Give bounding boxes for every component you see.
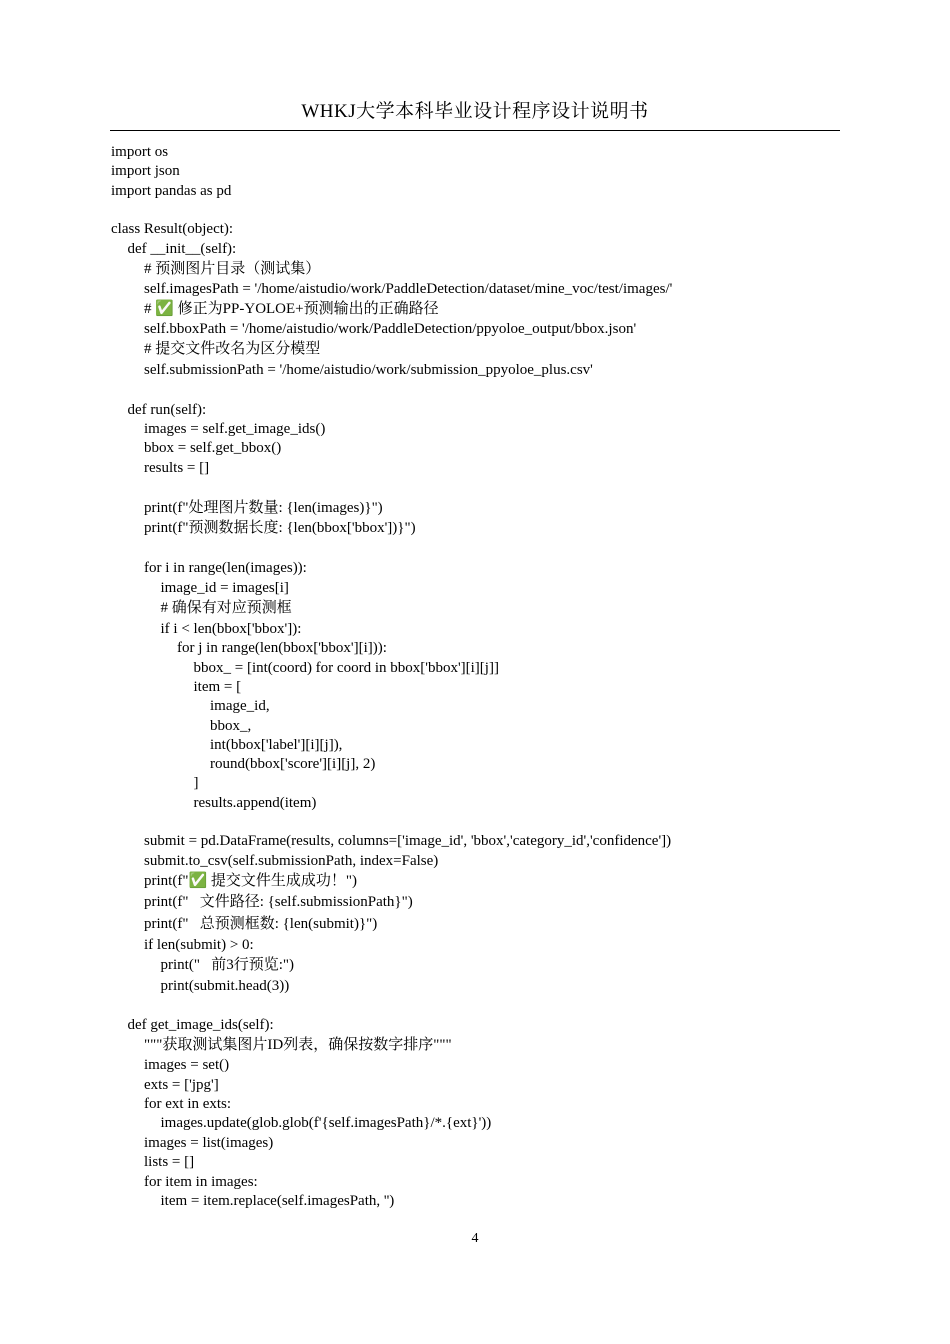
code-line: round(bbox['score'][i][j], 2) — [210, 756, 376, 772]
code-line: int(bbox['label'][i][j]), — [210, 737, 343, 753]
code-line: import json — [111, 163, 180, 179]
code-line: import os — [111, 144, 169, 160]
code-line: def run(self): — [127, 402, 207, 418]
code-line: item = item.replace(self.imagesPath, '') — [160, 1193, 395, 1209]
code-line: """获取测试集图片ID列表，确保按数字排序""" — [144, 1037, 452, 1053]
code-line: import pandas as pd — [111, 183, 232, 199]
code-line: for j in range(len(bbox['bbox'][i])): — [177, 640, 387, 656]
code-line: submit.to_csv(self.submissionPath, index=False) — [144, 853, 439, 869]
code-line: print(submit.head(3)) — [160, 978, 290, 994]
code-line: bbox_ = [int(coord) for coord in bbox['bbox'][i][j]] — [193, 660, 499, 676]
page-header-title: WHKJ大学本科毕业设计程序设计说明书 — [301, 101, 649, 122]
code-line: # 预测图片目录（测试集） — [144, 261, 321, 277]
code-line: print(f" 文件路径: {self.submissionPath}") — [144, 894, 413, 910]
code-line: for ext in exts: — [144, 1096, 232, 1112]
code-line: exts = ['jpg'] — [144, 1077, 219, 1093]
code-line: if i < len(bbox['bbox']): — [160, 621, 302, 637]
code-line: self.bboxPath = '/home/aistudio/work/PaddleDetection/ppyoloe_output/bbox.json' — [144, 321, 637, 337]
code-line: item = [ — [193, 679, 242, 695]
code-line: self.submissionPath = '/home/aistudio/work/submission_ppyoloe_plus.csv' — [144, 362, 593, 378]
code-line: images.update(glob.glob(f'{self.imagesPath}/*.{ext}')) — [160, 1115, 492, 1131]
code-line: image_id, — [210, 698, 270, 714]
code-line: # 确保有对应预测框 — [160, 600, 292, 616]
code-line: self.imagesPath = '/home/aistudio/work/PaddleDetection/dataset/mine_voc/test/images/' — [144, 281, 673, 297]
code-line: images = self.get_image_ids() — [144, 421, 326, 437]
header-divider — [110, 130, 840, 131]
code-line: def get_image_ids(self): — [127, 1017, 274, 1033]
code-line: results = [] — [144, 460, 210, 476]
code-line: lists = [] — [144, 1154, 195, 1170]
code-line: images = set() — [144, 1057, 230, 1073]
code-line: # 提交文件改名为区分模型 — [144, 341, 321, 357]
code-line: def __init__(self): — [127, 241, 237, 257]
code-line: submit = pd.DataFrame(results, columns=['image_id', 'bbox','category_id','confidence']) — [144, 833, 672, 849]
code-line: results.append(item) — [193, 795, 317, 811]
code-line: if len(submit) > 0: — [144, 937, 254, 953]
code-line: print(f" 总预测框数: {len(submit)}") — [144, 916, 378, 932]
code-line: print(f"✅ 提交文件生成成功！") — [144, 873, 357, 889]
code-line: print(" 前3行预览:") — [160, 957, 294, 973]
code-line: bbox_, — [210, 718, 252, 734]
code-line: class Result(object): — [111, 221, 234, 237]
code-line: print(f"处理图片数量: {len(images)}") — [144, 500, 383, 516]
code-line: bbox = self.get_bbox() — [144, 440, 282, 456]
code-line: # ✅ 修正为PP-YOLOE+预测输出的正确路径 — [144, 301, 439, 317]
page-number: 4 — [471, 1231, 479, 1246]
code-line: for i in range(len(images)): — [144, 560, 307, 576]
code-line: images = list(images) — [144, 1135, 274, 1151]
code-line: image_id = images[i] — [160, 580, 289, 596]
code-line: for item in images: — [144, 1174, 258, 1190]
code-line: ] — [193, 775, 199, 791]
code-line: print(f"预测数据长度: {len(bbox['bbox'])}") — [144, 520, 416, 536]
